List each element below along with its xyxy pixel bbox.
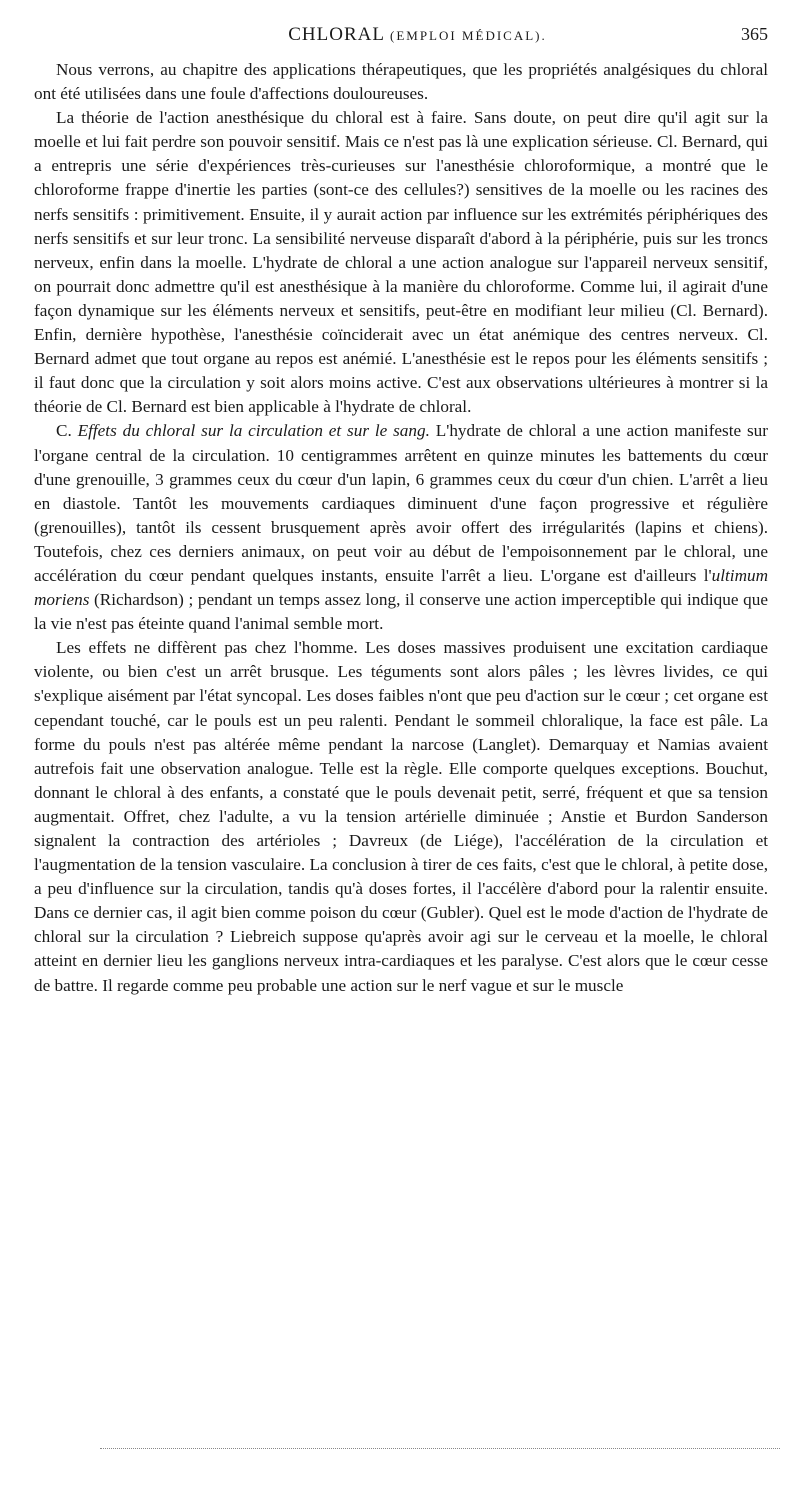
paragraph-effects-in-humans: Les effets ne diffèrent pas chez l'homme. Les doses massives produisent une excitation cardiaque violente, ou bien c'est un arrêt brusque. Les téguments sont alors pâles ; les lèvres livides, ce qui s'explique aisément par l'état syncopal. Les doses faibles n'ont que peu d'action sur le cœur ; cet organe est cependant touché, car le pouls est un peu ralenti. Pendant le sommeil chloralique, la face est pâle. La forme du pouls n'est pas altérée même pendant la narcose (Langlet). Demarquay et Namias avaient autrefois fait une observation analogue. Telle est la règle. Elle comporte quelques exceptions. Bouchut, donnant le chloral à des enfants, a constaté que le pouls devenait petit, serré, fréquent et que sa tension augmentait. Offret, chez l'adulte, a vu la tension artérielle diminuée ; Anstie et Burdon Sanderson signalent la contraction des artérioles ; Davreux (de Liége), l'accélération de la circulation et l'augmentation de la tension vasculaire. La conclusion à tirer de ces faits, c'est que le chloral, à petite dose, a peu d'influence sur la circulation, tandis qu'à doses fortes, il l'accélère d'abord pour la ralentir ensuite. Dans ce dernier cas, il agit bien comme poison du cœur (Gubler). Quel est le mode d'action de l'hydrate de chloral sur la circulation ? Liebreich suppose qu'après avoir agi sur le cerveau et la moelle, le chloral atteint en dernier lieu les ganglions nerveux intra-cardiaques et les paralyse. C'est alors que le cœur cesse de battre. Il regarde comme peu probable une action sur le nerf vague et sur le muscle [34, 638, 768, 995]
italic-term: ultimum moriens [34, 565, 768, 610]
running-title-main: CHLORAL [288, 24, 385, 45]
section-text-continued: (Richardson) ; pendant un temps assez long, il conserve une action imperceptible qui indique que la vie n'est pas éteinte quand l'animal semble mort. [34, 590, 768, 634]
section-text: L'hydrate de chloral a une action manifeste sur l'organe central de la circulation. 10 centigrammes arrêtent en quinze minutes les battements du cœur d'une grenouille, 3 grammes ceux du cœur d'un lapin, 6 grammes ceux du cœur d'un chien. L'arrêt a lieu en diastole. Tantôt les mouvements cardiaques diminuent d'une façon progressive et régulière (grenouilles), tantôt ils cessent brusquement après avoir offert des irrégularités (lapins et chiens). Toutefois, chez ces derniers animaux, on peut voir au début de l'empoisonnement par le chloral, une accélération du cœur pendant quelques instants, ensuite l'arrêt a lieu. L'organe est d'ailleurs l' [34, 421, 768, 585]
bottom-print-marks [100, 1448, 780, 1453]
running-header [34, 24, 768, 58]
paragraph-analgesic-uses: Nous verrons, au chapitre des applications thérapeutiques, que les propriétés analgésiques du chloral ont été utilisées dans une foule d'affections douloureuses. [34, 60, 768, 104]
running-title [288, 24, 547, 46]
section-letter: C. [56, 421, 78, 441]
page-body [34, 58, 768, 998]
paragraph-circulation-effects [34, 419, 768, 636]
paragraph-anesthetic-theory: La théorie de l'action anesthésique du chloral est à faire. Sans doute, on peut dire qu'il agit sur la moelle et lui fait perdre son pouvoir sensitif. Mais ce n'est pas là une explication sérieuse. Cl. Bernard, qui a entrepris une série d'expériences très-curieuses sur l'anesthésie chloroformique, a montré que le chloroforme frappe d'inertie les parties (sont-ce des cellules?) sensitives de la moelle ou les racines des nerfs sensitifs : primitivement. Ensuite, il y aurait action par influence sur les extrémités périphériques des nerfs sensitifs et sur leur tronc. La sensibilité nerveuse disparaît d'abord à la périphérie, puis sur les troncs nerveux, enfin dans la moelle. L'hydrate de chloral a une action analogue sur l'appareil nerveux sensitif, on pourrait donc admettre qu'il est anesthésique à la manière du chloroforme. Comme lui, il agirait d'une façon dynamique sur les éléments nerveux et sensitifs, peut-être en modifiant leur milieu (Cl. Bernard). Enfin, dernière hypothèse, l'anesthésie coïnciderait avec un état anémique des centres nerveux. Cl. Bernard admet que tout organe au repos est anémié. L'anesthésie est le repos pour les éléments sensitifs ; il faut donc que la circulation y soit alors moins active. C'est aux observations ultérieures à montrer si la théorie de Cl. Bernard est bien applicable à l'hydrate de chloral. [34, 108, 768, 417]
running-title-sub: (EMPLOI MÉDICAL). [390, 28, 547, 43]
book-page [34, 24, 768, 998]
page-number: 365 [740, 24, 768, 44]
section-heading: Effets du chloral sur la circulation et sur le sang. [77, 421, 436, 441]
